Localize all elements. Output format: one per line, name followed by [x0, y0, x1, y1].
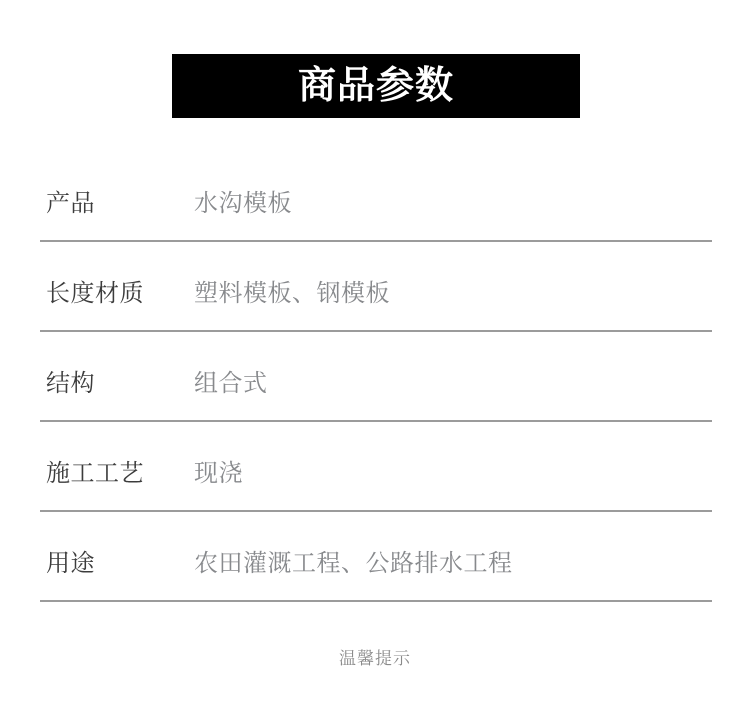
spec-label: 施工工艺: [46, 459, 144, 487]
spec-label: 长度材质: [46, 279, 144, 307]
spec-value: 水沟模板: [194, 189, 292, 217]
table-row: [40, 422, 712, 512]
section-header-banner: [172, 54, 580, 118]
table-row: [40, 152, 712, 242]
spec-value: 农田灌溉工程、公路排水工程: [194, 549, 513, 577]
spec-value: 塑料模板、钢模板: [194, 279, 390, 307]
spec-value: 组合式: [194, 369, 268, 397]
spec-value: 现浇: [194, 459, 243, 487]
table-row: [40, 512, 712, 602]
footer-note: 温馨提示: [339, 649, 411, 668]
spec-table: [40, 152, 712, 602]
table-row: [40, 332, 712, 422]
section-title: 商品参数: [297, 65, 454, 107]
spec-label: 结构: [46, 369, 95, 397]
spec-label: 用途: [46, 549, 95, 577]
table-row: [40, 242, 712, 332]
spec-label: 产品: [46, 189, 95, 217]
